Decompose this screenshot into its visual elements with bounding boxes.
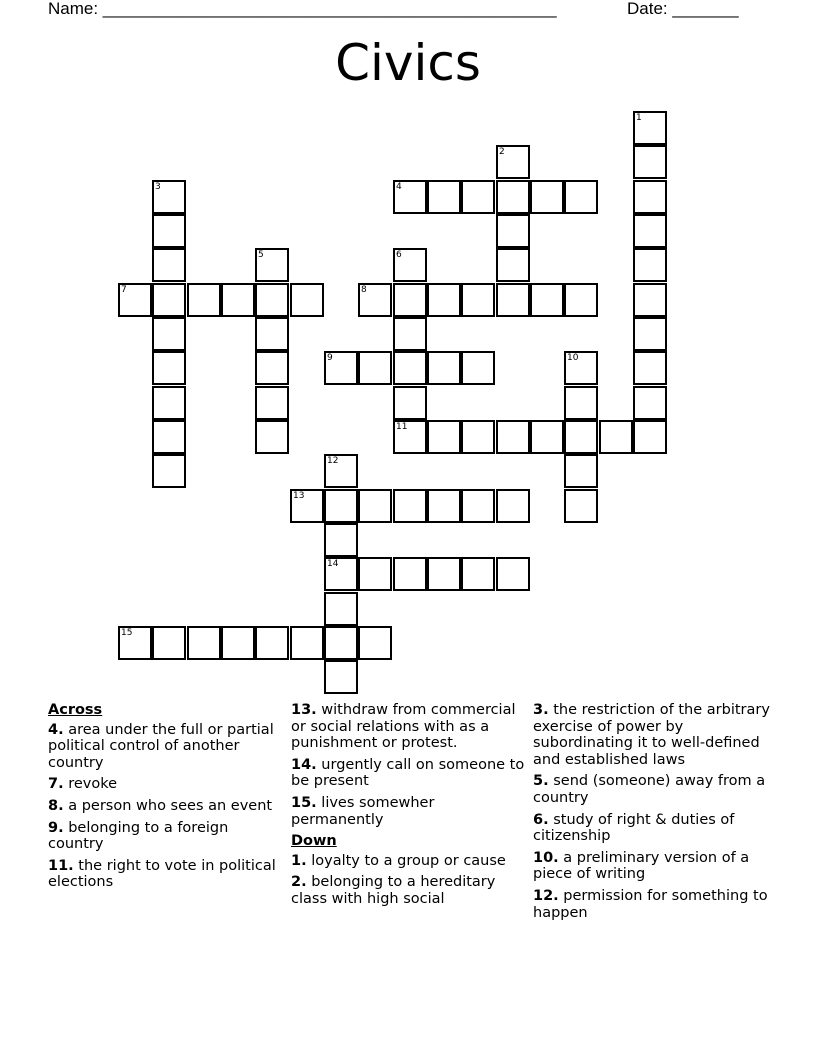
grid-cell[interactable] xyxy=(427,351,461,385)
grid-cell[interactable] xyxy=(358,557,392,591)
date-field-label[interactable]: Date: _______ xyxy=(627,0,739,18)
grid-cell[interactable] xyxy=(152,180,186,214)
grid-cell[interactable] xyxy=(255,283,289,317)
grid-cell[interactable] xyxy=(221,283,255,317)
grid-cell[interactable] xyxy=(152,351,186,385)
grid-cell[interactable] xyxy=(393,557,427,591)
grid-cell[interactable] xyxy=(324,454,358,488)
grid-cell[interactable] xyxy=(633,283,667,317)
grid-cell[interactable] xyxy=(564,454,598,488)
cell-number: 13 xyxy=(293,491,305,501)
grid-cell[interactable] xyxy=(461,557,495,591)
grid-cell[interactable] xyxy=(152,420,186,454)
grid-cell[interactable] xyxy=(324,660,358,694)
grid-cell[interactable] xyxy=(427,180,461,214)
grid-cell[interactable] xyxy=(496,145,530,179)
grid-cell[interactable] xyxy=(496,248,530,282)
grid-cell[interactable] xyxy=(427,420,461,454)
grid-cell[interactable] xyxy=(633,317,667,351)
across-heading: Across xyxy=(48,702,103,718)
clue-down-1: 1. loyalty to a group or cause xyxy=(291,852,506,869)
grid-cell[interactable] xyxy=(530,420,564,454)
grid-cell[interactable] xyxy=(358,351,392,385)
clue-down-12: 12. permission for something to happen xyxy=(533,887,768,921)
grid-cell[interactable] xyxy=(393,317,427,351)
cell-number: 3 xyxy=(155,182,161,192)
grid-cell[interactable] xyxy=(496,557,530,591)
clue-across-14: 14. urgently call on someone to be present xyxy=(291,756,525,790)
grid-cell[interactable] xyxy=(633,248,667,282)
grid-cell[interactable] xyxy=(255,248,289,282)
grid-cell[interactable] xyxy=(152,214,186,248)
grid-cell[interactable] xyxy=(564,489,598,523)
clue-down-3: 3. the restriction of the arbitrary exercise of power by subordinating it to well-defined and established laws xyxy=(533,702,770,768)
grid-cell[interactable] xyxy=(633,214,667,248)
grid-cell[interactable] xyxy=(255,386,289,420)
grid-cell[interactable] xyxy=(393,420,427,454)
grid-cell[interactable] xyxy=(221,626,255,660)
cell-number: 8 xyxy=(361,285,367,295)
cell-number: 2 xyxy=(499,147,505,157)
grid-cell[interactable] xyxy=(633,420,667,454)
clue-across-11: 11. the right to vote in political elections xyxy=(48,857,276,891)
name-field-label[interactable]: Name: ________________________________________________ xyxy=(48,0,557,18)
cell-number: 4 xyxy=(396,182,402,192)
grid-cell[interactable] xyxy=(461,489,495,523)
grid-cell[interactable] xyxy=(564,420,598,454)
grid-cell[interactable] xyxy=(290,626,324,660)
grid-cell[interactable] xyxy=(530,180,564,214)
grid-cell[interactable] xyxy=(290,489,324,523)
cell-number: 14 xyxy=(327,559,339,569)
down-heading: Down xyxy=(291,833,337,850)
grid-cell[interactable] xyxy=(324,626,358,660)
cell-number: 7 xyxy=(121,285,127,295)
grid-cell[interactable] xyxy=(461,420,495,454)
grid-cell[interactable] xyxy=(461,351,495,385)
cell-number: 9 xyxy=(327,353,333,363)
clues-column-2 xyxy=(291,702,527,913)
grid-cell[interactable] xyxy=(152,283,186,317)
grid-cell[interactable] xyxy=(496,180,530,214)
grid-cell[interactable] xyxy=(633,111,667,145)
grid-cell[interactable] xyxy=(152,317,186,351)
grid-cell[interactable] xyxy=(152,626,186,660)
grid-cell[interactable] xyxy=(324,489,358,523)
cell-number: 10 xyxy=(567,353,579,363)
grid-cell[interactable] xyxy=(255,317,289,351)
grid-cell[interactable] xyxy=(633,351,667,385)
grid-cell[interactable] xyxy=(255,420,289,454)
grid-cell[interactable] xyxy=(633,145,667,179)
grid-cell[interactable] xyxy=(152,454,186,488)
cell-number: 15 xyxy=(121,628,133,638)
grid-cell[interactable] xyxy=(255,626,289,660)
clue-across-13: 13. withdraw from commercial or social relations with as a punishment or protest. xyxy=(291,702,516,752)
grid-cell[interactable] xyxy=(393,489,427,523)
grid-cell[interactable] xyxy=(393,248,427,282)
clue-down-5: 5. send (someone) away from a country xyxy=(533,773,766,806)
grid-cell[interactable] xyxy=(461,283,495,317)
grid-cell[interactable] xyxy=(393,386,427,420)
grid-cell[interactable] xyxy=(393,351,427,385)
clue-across-9: 9. belonging to a foreign country xyxy=(48,819,229,853)
clue-across-8: 8. a person who sees an event xyxy=(48,797,273,814)
clue-down-2: 2. belonging to a hereditary class with high social xyxy=(291,874,496,907)
grid-cell[interactable] xyxy=(564,386,598,420)
clue-down-10: 10. a preliminary version of a piece of writing xyxy=(533,849,750,883)
cell-number: 11 xyxy=(396,422,408,432)
grid-cell[interactable] xyxy=(496,283,530,317)
grid-cell[interactable] xyxy=(564,180,598,214)
grid-cell[interactable] xyxy=(118,626,152,660)
clue-down-6: 6. study of right & duties of citizenship xyxy=(533,811,735,845)
grid-cell[interactable] xyxy=(633,386,667,420)
cell-number: 5 xyxy=(258,250,264,260)
clues-column-3 xyxy=(533,702,773,926)
grid-cell[interactable] xyxy=(290,283,324,317)
clue-across-4: 4. area under the full or partial political control of another country xyxy=(48,721,274,771)
grid-cell[interactable] xyxy=(324,351,358,385)
grid-cell[interactable] xyxy=(152,386,186,420)
grid-cell[interactable] xyxy=(187,626,221,660)
grid-cell[interactable] xyxy=(427,557,461,591)
grid-cell[interactable] xyxy=(496,214,530,248)
grid-cell[interactable] xyxy=(530,283,564,317)
grid-cell[interactable] xyxy=(496,489,530,523)
clue-across-7: 7. revoke xyxy=(48,776,118,793)
grid-cell[interactable] xyxy=(633,180,667,214)
grid-cell[interactable] xyxy=(324,592,358,626)
grid-cell[interactable] xyxy=(427,283,461,317)
grid-cell[interactable] xyxy=(187,283,221,317)
grid-cell[interactable] xyxy=(427,489,461,523)
grid-cell[interactable] xyxy=(358,626,392,660)
grid-cell[interactable] xyxy=(393,180,427,214)
clue-across-15: 15. lives somewher permanently xyxy=(291,794,435,828)
cell-number: 6 xyxy=(396,250,402,260)
grid-cell[interactable] xyxy=(118,283,152,317)
grid-cell[interactable] xyxy=(564,351,598,385)
grid-cell[interactable] xyxy=(461,180,495,214)
puzzle-title: Civics xyxy=(335,34,481,92)
grid-cell[interactable] xyxy=(393,283,427,317)
cell-number: 12 xyxy=(327,456,339,466)
grid-cell[interactable] xyxy=(324,557,358,591)
grid-cell[interactable] xyxy=(255,351,289,385)
cell-number: 1 xyxy=(636,113,642,123)
grid-cell[interactable] xyxy=(358,283,392,317)
grid-cell[interactable] xyxy=(599,420,633,454)
grid-cell[interactable] xyxy=(496,420,530,454)
grid-cell[interactable] xyxy=(152,248,186,282)
clues-column-1 xyxy=(48,702,283,896)
grid-cell[interactable] xyxy=(564,283,598,317)
grid-cell[interactable] xyxy=(324,523,358,557)
grid-cell[interactable] xyxy=(358,489,392,523)
